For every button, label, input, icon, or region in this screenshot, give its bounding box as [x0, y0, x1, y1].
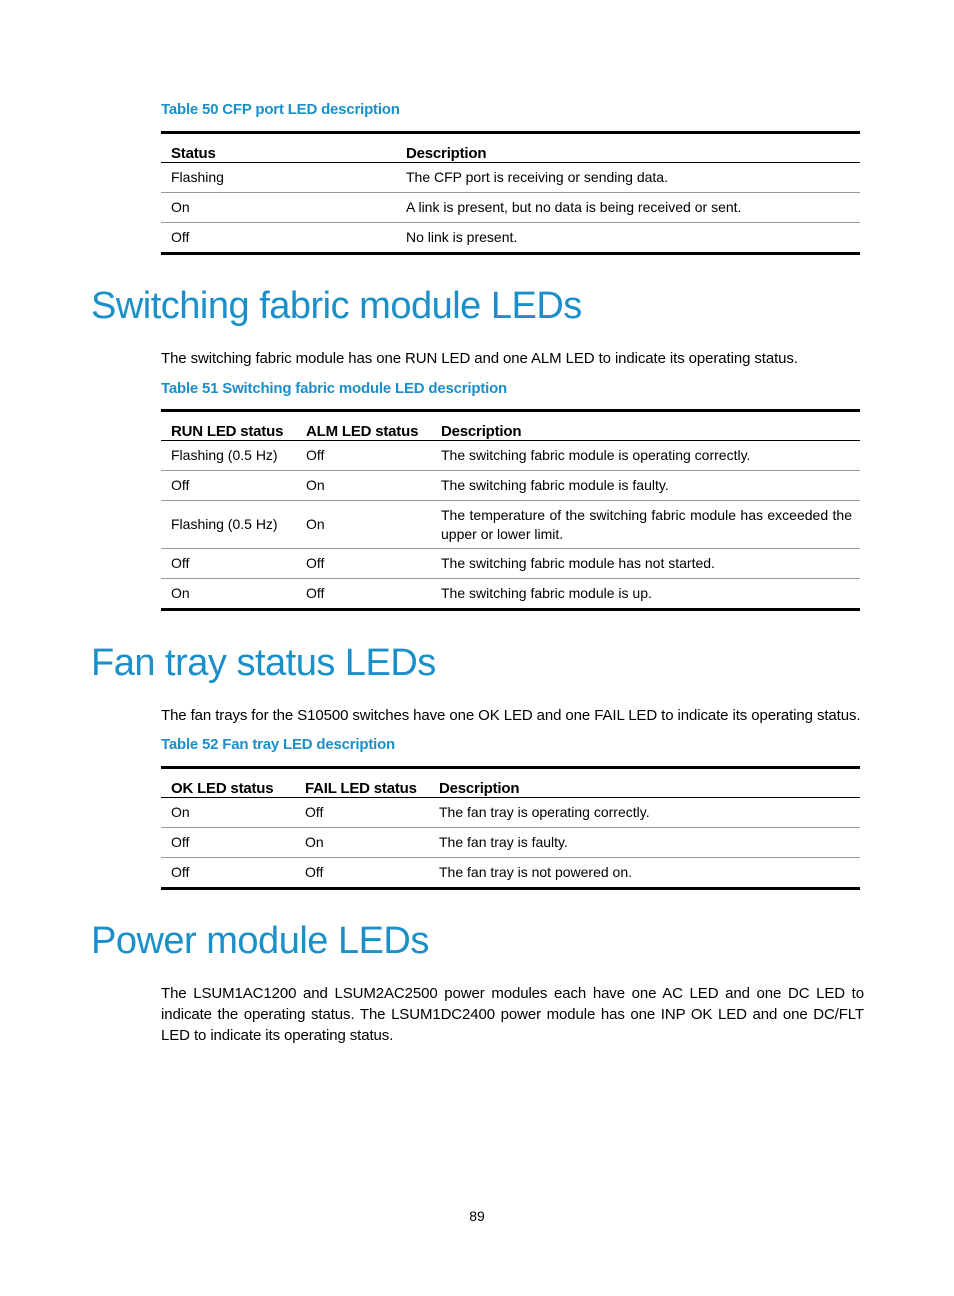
table-row	[161, 223, 860, 254]
table-row	[161, 471, 860, 501]
section-heading: Power module LEDs	[91, 920, 429, 962]
table-cell: On	[161, 193, 396, 223]
section-intro: The switching fabric module has one RUN LED and one ALM LED to indicate its operating status.	[161, 350, 798, 367]
table-row	[161, 858, 860, 889]
table-cell: A link is present, but no data is being received or sent.	[396, 193, 860, 223]
column-header: Description	[396, 133, 860, 163]
table-cell: The fan tray is faulty.	[429, 828, 860, 858]
table-caption: Table 51 Switching fabric module LED description	[161, 380, 508, 397]
cfp-port-led-table	[161, 131, 860, 255]
section-intro: The LSUM1AC1200 and LSUM2AC2500 power modules each have one AC LED and one DC LED to indicate the operating status. The LSUM1DC2400 power module has one INP OK LED and one DC/FLT LED to indicate its operating status.	[161, 985, 864, 1044]
table-row	[161, 501, 860, 549]
table-caption: Table 50 CFP port LED description	[161, 101, 400, 118]
table-cell: The switching fabric module is operating correctly.	[431, 441, 860, 471]
table-cell: The fan tray is not powered on.	[439, 864, 632, 880]
table-cell: No link is present.	[406, 229, 518, 245]
table-caption: Table 52 Fan tray LED description	[161, 736, 396, 753]
table-cell: On	[296, 501, 431, 549]
table-header-row	[161, 768, 860, 798]
page-number: 89	[469, 1208, 485, 1224]
table-cell: Off	[171, 229, 190, 245]
table-cell: On	[171, 585, 190, 601]
fan-tray-led-table	[161, 766, 860, 890]
table-cell: On	[161, 798, 295, 828]
column-header: Description	[431, 411, 860, 441]
table-cell: The switching fabric module is faulty.	[431, 471, 860, 501]
table-header-row	[161, 133, 860, 163]
table-row	[161, 163, 860, 193]
column-header: RUN LED status	[161, 411, 296, 441]
table-row	[161, 579, 860, 610]
section-heading: Switching fabric module LEDs	[91, 285, 582, 327]
section-intro: The fan trays for the S10500 switches have one OK LED and one FAIL LED to indicate its operating status.	[161, 707, 861, 724]
table-cell: Off	[295, 798, 429, 828]
section-heading: Fan tray status LEDs	[91, 642, 436, 684]
column-header: OK LED status	[161, 768, 295, 798]
table-cell: Flashing	[161, 163, 396, 193]
column-header: Status	[161, 133, 396, 163]
column-header: FAIL LED status	[295, 768, 429, 798]
table-cell: Off	[306, 585, 325, 601]
table-row	[161, 798, 860, 828]
table-cell: The fan tray is operating correctly.	[429, 798, 860, 828]
table-cell: Off	[161, 549, 296, 579]
table-cell: The switching fabric module has not started.	[431, 549, 860, 579]
table-cell: Flashing (0.5 Hz)	[161, 501, 296, 549]
table-cell: The switching fabric module is up.	[441, 585, 652, 601]
table-cell: Off	[161, 471, 296, 501]
table-row	[161, 441, 860, 471]
table-cell: Off	[296, 441, 431, 471]
table-cell: Flashing (0.5 Hz)	[161, 441, 296, 471]
column-header: ALM LED status	[296, 411, 431, 441]
table-cell: On	[295, 828, 429, 858]
switching-fabric-led-table	[161, 409, 860, 611]
column-header: Description	[429, 768, 860, 798]
table-row	[161, 828, 860, 858]
table-cell: On	[296, 471, 431, 501]
table-row	[161, 193, 860, 223]
table-cell: Off	[305, 864, 324, 880]
table-cell: The temperature of the switching fabric module has exceeded the upper or lower limit.	[431, 501, 860, 549]
table-cell: Off	[171, 864, 190, 880]
table-cell: The CFP port is receiving or sending data.	[396, 163, 860, 193]
table-cell: Off	[161, 828, 295, 858]
table-cell: Off	[296, 549, 431, 579]
table-row	[161, 549, 860, 579]
table-header-row	[161, 411, 860, 441]
